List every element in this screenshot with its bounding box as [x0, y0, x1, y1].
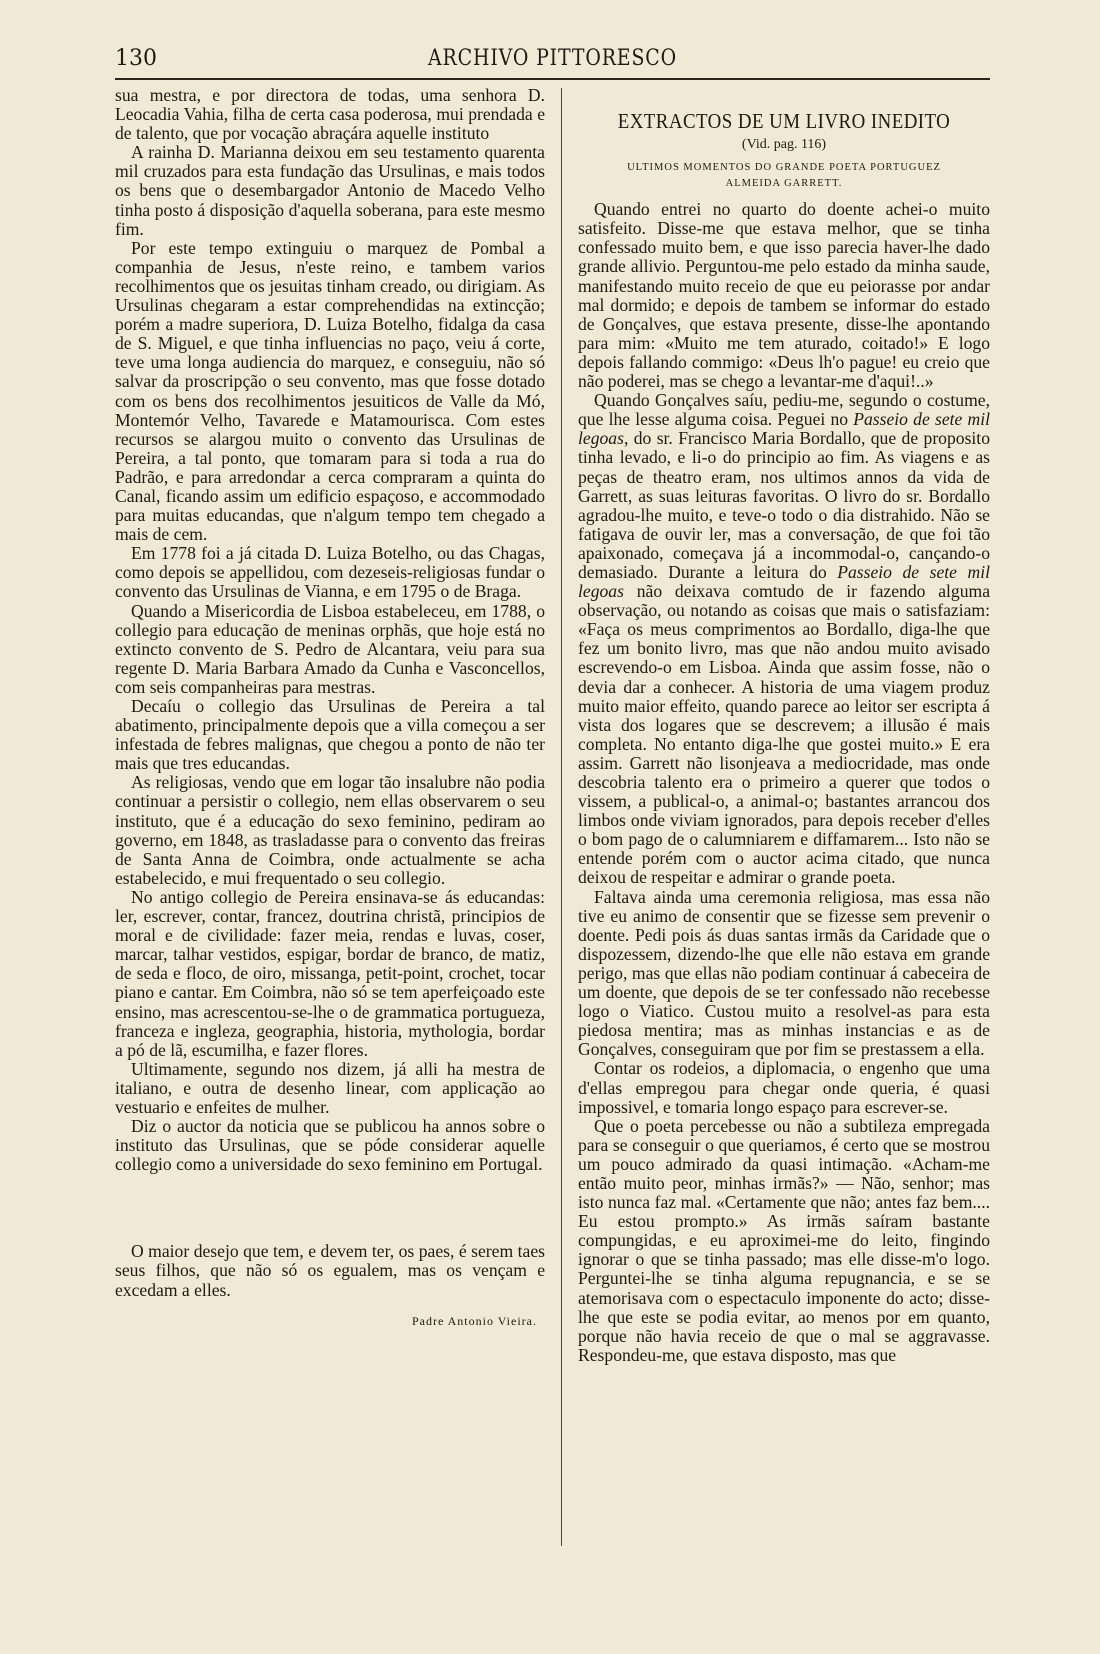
paragraph: As religiosas, vendo que em logar tão insalubre não podia continuar a persistir o collegio, nem ellas observarem o seu instituto, que é a educação do sexo feminino, pediram ao governo, em 1848, as trasladasse para o convento das freiras de Santa Anna de Coimbra, onde actualmente se acha estabelecido, e mui frequentado o seu collegio.: [115, 772, 545, 888]
article-subtitle: [578, 160, 990, 192]
right-column: [578, 86, 990, 1586]
book-title: Passeio de sete mil legoas: [578, 561, 990, 602]
journal-title: ARCHIVO PITTORESCO: [427, 46, 677, 71]
quote: O maior desejo que tem, e devem ter, os paes, é serem taes seus filhos, que não só os egualem, mas os vençam e excedam a elles.: [115, 1241, 545, 1300]
page-number: 130: [115, 46, 157, 71]
paragraph: A rainha D. Marianna deixou em seu testamento quarenta mil cruzados para esta fundação das Ursulinas, e mais todos os bens que o desembargador Antonio de Macedo Velho tinha posto á disposição d'aquella soberana, para este mesmo fim.: [115, 142, 545, 239]
article-subtitle-line1: ULTIMOS MOMENTOS DO GRANDE POETA PORTUGUEZ: [627, 162, 941, 174]
paragraph: Decaíu o collegio das Ursulinas de Pereira a tal abatimento, principalmente depois que a villa começou a ser infestada de febres malignas, que chegou a ponto de não ter mais que tres educandas.: [115, 696, 545, 774]
paragraph: Diz o auctor da noticia que se publicou ha annos sobre o instituto das Ursulinas, que se póde considerar aquelle collegio como a universidade do sexo feminino em Portugal.: [115, 1116, 545, 1175]
paragraph: Em 1778 foi a já citada D. Luiza Botelho, ou das Chagas, como depois se appellidou, com dezeseis-religiosas fundar o convento das Ursulinas de Vianna, e em 1795 o de Braga.: [115, 543, 545, 602]
paragraph: Por este tempo extinguiu o marquez de Pombal a companhia de Jesus, n'este reino, e tambem varios recolhimentos que os jesuitas tinham creado, ou dirigiam. As Ursulinas chegaram a estar comprehendidas na extincção; porém a madre superiora, D. Luiza Botelho, fidalga da casa de S. Miguel, e que tinha influencias no paço, veiu á corte, teve uma longa audiencia do marquez, e conseguiu, não só salvar da proscripção o seu convento, mas que fosse dotado com os bens dos recolhimentos jesuiticos de Valle da Mó, Montemór Velho, Tavarede e Matamourisca. Com estes recursos se alargou muito o convento das Ursulinas de Pereira, a tal ponto, que tomaram para si toda a rua do Padrão, e para arredondar a cerca compraram a quinta do Canal, ficando assim um edificio espaçoso, e accommodado para muitas educandas, que n'algum tempo tem chegado a mais de cem.: [115, 237, 545, 545]
text-run: Quando Gonçalves saíu, pediu-me, segundo o costume, que lhe lesse alguma coisa. Peguei no: [578, 390, 990, 430]
paragraph: Contar os rodeios, a diplomacia, o engenho que uma d'ellas empregou para chegar onde queria, é quasi impossivel, e tomaria longo espaço para escrever-se.: [578, 1058, 990, 1117]
paragraph: Quando a Misericordia de Lisboa estabeleceu, em 1788, o collegio para educação de meninas orphãs, que hoje está no extincto convento de S. Pedro de Alcantara, veiu para sua regente D. Maria Barbara Amado da Cunha e Vasconcellos, com seis companheiras para mestras.: [115, 600, 545, 697]
paragraph: Ultimamente, segundo nos dizem, já alli ha mestra de italiano, e outra de desenho linear, com applicação ao vestuario e enfeites de mulher.: [115, 1058, 545, 1117]
book-title: Passeio de sete mil legoas: [578, 409, 990, 449]
text-run: não deixava comtudo de ir fazendo alguma observação, ou notando as coisas que mais o satisfaziam: «Faça os meus comprimentos ao Bordallo, diga-lhe que fez um bonito livro, mas que não andou muito avisado escrevendo-o em Lisboa. Ainda que assim fosse, não o devia dar a conhecer. A historia de uma viagem produz muito maior effeito, quando parece ao leitor ser escripta á vista dos logares que se descrevem; a illusão é mais completa. No entanto diga-lhe que gostei muito.» E era assim. Garrett não lisonjeava a mediocridade, mas onde descobria talento era o primeiro a querer que todos o vissem, a publical-o, a animal-o; bastantes arrancou dos limbos onde viviam ignorados, para depois receber d'elles o bom pago de o calumniarem e diffamarem... Isto não se entende porém com o auctor acima citado, que nunca deixou de respeitar e admirar o grande poeta.: [578, 581, 990, 888]
paragraph: [578, 391, 990, 887]
column-divider: [561, 88, 562, 1546]
page-header: [115, 46, 990, 80]
article-subtitle-line2: ALMEIDA GARRETT.: [725, 178, 843, 190]
article-title: EXTRACTOS DE UM LIVRO INEDITO: [617, 109, 951, 133]
quote-author: Padre Antonio Vieira.: [411, 1313, 537, 1328]
article-reference: (Vid. pag. 116): [741, 137, 827, 153]
paragraph: Faltava ainda uma ceremonia religiosa, mas essa não tive eu animo de consentir que se fizesse sem prevenir o doente. Pedi pois ás duas santas irmãs da Caridade que o dispozessem, dizendo-lhe que elle não estava em grande perigo, mas que ellas não podiam continuar á cabeceira de um doente, que depois de se ter confessado não recebesse logo o Viatico. Custou muito a resolvel-as para esta piedosa mentira; mas as minhas instancias e as de Gonçalves, conseguiram que por fim se prestassem a ella.: [578, 886, 990, 1060]
text-run: , do sr. Francisco Maria Bordallo, que de proposito tinha levado, e li-o do principio ao fim. As viagens e as peças de theatro eram, nos ultimos annos da vida de Garrett, as suas leituras favoritas. O livro do sr. Bordallo agradou-lhe muito, e teve-o todo o dia distrahido. Não se fatigava de ouvir ler, mas a conversação, de que foi tão apaixonado, começava já a incommodal-o, cançando-o demasiado. Durante a leitura do: [578, 428, 990, 582]
paragraph: No antigo collegio de Pereira ensinava-se ás educandas: ler, escrever, contar, francez, doutrina christã, principios de moral e de civilidade: fazer meia, rendas e luvas, coser, marcar, talhar vestidos, espigar, bordar de branco, de matiz, de seda e floco, de oiro, missanga, petit-point, crochet, tocar piano e cantar. Em Coimbra, não só se tem aperfeiçoado este ensino, mas acrescentou-se-lhe o de grammatica portugueza, franceza e ingleza, geographia, historia, mythologia, bordar a pó de lã, escumilha, e fazer flores.: [115, 886, 545, 1060]
paragraph: Que o poeta percebesse ou não a subtileza empregada para se conseguir o que queriamos, é certo que se mostrou um pouco admirado da quasi intimação. «Acham-me então muito peor, minhas irmãs?» — Não, senhor; mas isto nunca faz mal. «Certamente que não; antes faz bem.... Eu estou prompto.» As irmãs saíram bastante compungidas, e eu aproximei-me do leito, fingindo ignorar o que se tinha passado; mas elle disse-m'o logo. Perguntei-lhe se tinha alguma repugnancia, e se se atemorisava com o espectaculo imponente do acto; disse-lhe que este se podia evitar, ao menos por em quanto, porque não havia receio de que o mal se aggravasse. Respondeu-me, que estava disposto, mas que: [578, 1115, 990, 1365]
paragraph: Quando entrei no quarto do doente achei-o muito satisfeito. Disse-me que estava melhor, que se tinha confessado muito bem, e que isso parecia haver-lhe dado grande allivio. Perguntou-me pelo estado da minha saude, manifestando muito receio de que eu peiorasse por andar mal dormido; e depois de tambem se informar do estado de Gonçalves, que estava presente, disse-lhe apontando para mim: «Muito me tem aturado, coitado!» E logo depois fallando commigo: «Deus lh'o pague! eu creio que não poderei, mas se chego a levantar-me d'aqui!..»: [578, 199, 990, 392]
paragraph: sua mestra, e por directora de todas, uma senhora D. Leocadia Vahia, filha de certa casa poderosa, mui prendada e de talento, que por vocação abraçára aquelle instituto: [115, 85, 545, 144]
left-column: [115, 86, 545, 1586]
